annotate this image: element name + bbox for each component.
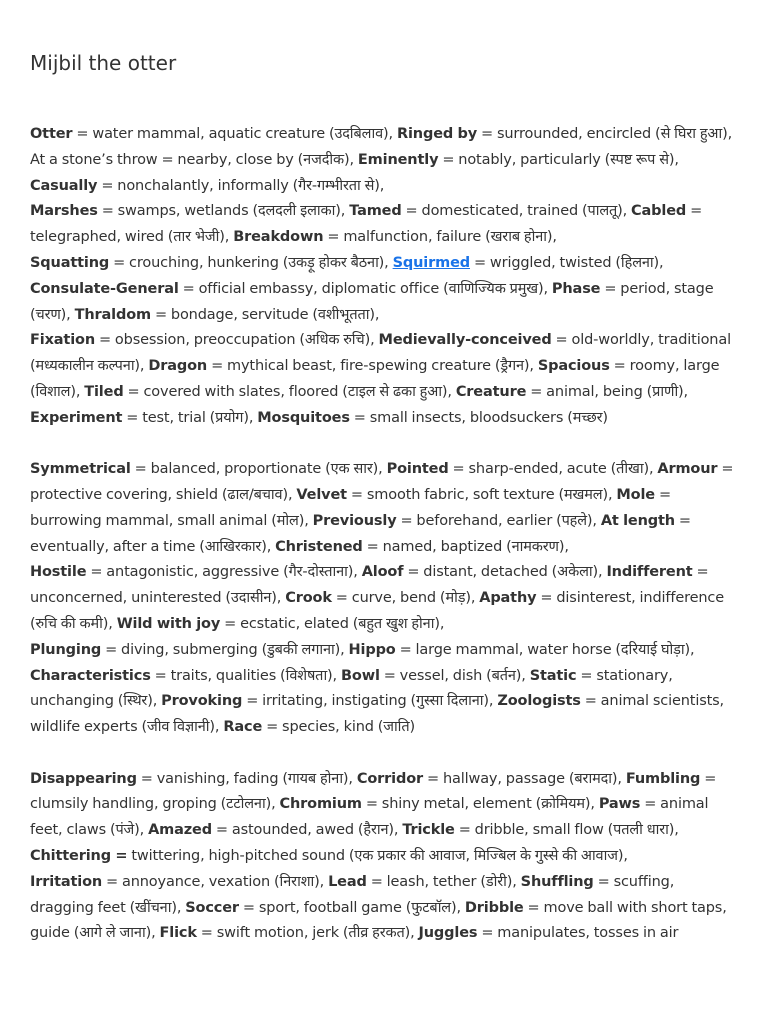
- glossary-definition: = bondage, servitude (वशीभूतता),: [150, 306, 380, 323]
- glossary-definition: = scuffing, dragging feet (खींचना),: [30, 873, 675, 916]
- glossary-definition: = species, kind (जाति): [262, 719, 415, 736]
- glossary-definition: = eventually, after a time (आखिरकार),: [30, 512, 691, 555]
- glossary-paragraph-2: [30, 457, 738, 741]
- glossary-term: Spacious: [537, 358, 610, 375]
- glossary-definition: = sharp-ended, acute (तीखा),: [448, 461, 658, 478]
- glossary-term: Plunging: [30, 641, 102, 658]
- glossary-term: Hostile: [30, 564, 87, 581]
- glossary-term: Breakdown: [233, 229, 324, 246]
- glossary-term: Zoologists: [497, 693, 581, 710]
- glossary-term: Indifferent: [606, 564, 693, 581]
- glossary-definition: = clumsily handling, groping (टटोलना),: [30, 770, 717, 813]
- glossary-term: Chittering =: [30, 847, 128, 864]
- glossary-term: Christened: [275, 538, 363, 555]
- glossary-term: Amazed: [148, 822, 212, 839]
- glossary-term: Medievally-conceived: [378, 332, 552, 349]
- glossary-term: Soccer: [185, 899, 239, 916]
- glossary-term: Consulate-General: [30, 280, 179, 297]
- glossary-term: Aloof: [361, 564, 404, 581]
- glossary-term: Dribble: [464, 899, 524, 916]
- glossary-definition: = malfunction, failure (खराब होना),: [323, 229, 557, 246]
- glossary-term: Squatting: [30, 254, 110, 271]
- glossary-term: Experiment: [30, 409, 123, 426]
- glossary-term-link[interactable]: Squirmed: [392, 254, 470, 271]
- glossary-definition: = manipulates, tosses in air: [477, 925, 679, 942]
- glossary-term: Creature: [455, 383, 527, 400]
- glossary-definition: = wriggled, twisted (हिलना),: [470, 254, 664, 271]
- glossary-definition: = named, baptized (नामकरण),: [362, 538, 569, 555]
- glossary-term: Flick: [159, 925, 197, 942]
- glossary-term: Chromium: [279, 796, 362, 813]
- glossary-definition: = test, trial (प्रयोग),: [122, 409, 258, 426]
- glossary-term: Cabled: [631, 203, 687, 220]
- glossary-term: Corridor: [356, 770, 424, 787]
- glossary-definition: = domesticated, trained (पालतू),: [401, 203, 632, 220]
- glossary-term: Juggles: [418, 925, 478, 942]
- glossary-term: Bowl: [340, 667, 380, 684]
- glossary-definition: twittering, high-pitched sound (एक प्रकार की आवाज, मिज्बिल के गुस्से की आवाज),: [127, 847, 628, 864]
- glossary-definition: = animal feet, claws (पंजे),: [30, 796, 709, 839]
- glossary-term: Apathy: [479, 590, 537, 607]
- glossary-definition: = water mammal, aquatic creature (उदबिलाव),: [72, 126, 397, 142]
- glossary-definition: = curve, bend (मोड़),: [331, 590, 480, 607]
- glossary-term: Wild with joy: [116, 615, 221, 632]
- glossary-term: Dragon: [148, 358, 208, 375]
- glossary-term: Fixation: [30, 332, 95, 349]
- glossary-term: Phase: [551, 280, 601, 297]
- glossary-term: Race: [223, 719, 263, 736]
- glossary-term: Characteristics: [30, 667, 151, 684]
- glossary-definition: = period, stage (चरण),: [30, 280, 714, 323]
- glossary-definition: = telegraphed, wired (तार भेजी),: [30, 203, 703, 246]
- glossary-definition: = antagonistic, aggressive (गैर-दोस्ताना),: [86, 564, 362, 581]
- glossary-definition: = stationary, unchanging (स्थिर),: [30, 667, 673, 710]
- glossary-definition: = old-worldly, traditional (मध्यकालीन कल्पना),: [30, 332, 731, 375]
- glossary-definition: = animal scientists, wildlife experts (जीव विज्ञानी),: [30, 693, 725, 736]
- glossary-definition: = leash, tether (डोरी),: [366, 873, 521, 890]
- glossary-definition: = protective covering, shield (ढाल/बचाव),: [30, 461, 734, 503]
- glossary-definition: = beforehand, earlier (पहले),: [396, 512, 601, 529]
- glossary-term: Casually: [30, 177, 98, 194]
- glossary-definition: = annoyance, vexation (निराशा),: [102, 873, 329, 890]
- glossary-term: Disappearing: [30, 770, 137, 787]
- glossary-term: Lead: [328, 873, 367, 890]
- glossary-term: Otter: [30, 126, 73, 142]
- glossary-definition: = surrounded, encircled (से घिरा हुआ), At a stone’s throw = nearby, close by (नजदीक),: [30, 126, 733, 168]
- glossary-term: Ringed by: [396, 126, 478, 142]
- glossary-term: At length: [600, 512, 675, 529]
- glossary-definition: = official embassy, diplomatic office (वाणिज्यिक प्रमुख),: [178, 280, 552, 297]
- glossary-definition: = covered with slates, floored (टाइल से ढका हुआ),: [123, 383, 456, 400]
- glossary-definition: = balanced, proportionate (एक सार),: [130, 461, 387, 478]
- glossary-term: Symmetrical: [30, 461, 131, 478]
- glossary-term: Pointed: [386, 461, 449, 478]
- glossary-definition: = animal, being (प्राणी),: [526, 383, 689, 400]
- glossary-term: Hippo: [348, 641, 396, 658]
- glossary-definition: = small insects, bloodsuckers (मच्छर): [349, 409, 608, 426]
- glossary-term: Shuffling: [520, 873, 594, 890]
- glossary-definition: = ecstatic, elated (बहुत खुश होना),: [220, 615, 445, 632]
- glossary-term: Irritation: [30, 873, 103, 890]
- glossary-definition: = move ball with short taps, guide (आगे ले जाना),: [30, 899, 727, 942]
- glossary-definition: = swamps, wetlands (दलदली इलाका),: [97, 203, 350, 220]
- glossary-definition: = large mammal, water horse (दरियाई घोड़ा),: [395, 641, 695, 658]
- glossary-definition: = notably, particularly (स्पष्ट रूप से),: [438, 151, 679, 168]
- glossary-definition: = burrowing mammal, small animal (मोल),: [30, 486, 671, 529]
- glossary-term: Tamed: [349, 203, 402, 220]
- glossary-definition: = obsession, preoccupation (अधिक रुचि),: [95, 332, 379, 349]
- glossary-term: Paws: [598, 796, 641, 813]
- glossary-definition: = traits, qualities (विशेषता),: [150, 667, 341, 684]
- glossary-definition: = swift motion, jerk (तीव्र हरकत),: [196, 925, 419, 942]
- glossary-term: Mosquitoes: [257, 409, 350, 426]
- glossary-term: Fumbling: [625, 770, 701, 787]
- glossary-definition: = sport, football game (फुटबॉल),: [238, 899, 465, 916]
- glossary-definition: = hallway, passage (बरामदा),: [423, 770, 626, 787]
- page-title: Mijbil the otter: [30, 51, 177, 75]
- glossary-term: Marshes: [30, 203, 98, 220]
- glossary-term: Static: [529, 667, 577, 684]
- glossary-definition: = dribble, small flow (पतली धारा),: [454, 822, 679, 839]
- glossary-term: Provoking: [161, 693, 243, 710]
- glossary-term: Velvet: [296, 486, 347, 503]
- glossary-definition: = shiny metal, element (क्रोमियम),: [361, 796, 599, 813]
- glossary-term: Eminently: [357, 151, 439, 168]
- glossary-definition: = nonchalantly, informally (गैर-गम्भीरता से),: [97, 177, 385, 194]
- glossary-paragraph-3: [30, 767, 738, 948]
- glossary-definition: = distant, detached (अकेला),: [403, 564, 607, 581]
- glossary-definition: = disinterest, indifference (रुचि की कमी),: [30, 590, 724, 632]
- glossary-definition: = vanishing, fading (गायब होना),: [136, 770, 357, 787]
- glossary-term: Previously: [312, 512, 397, 529]
- glossary-definition: = astounded, awed (हैरान),: [211, 822, 403, 839]
- glossary-definition: = unconcerned, uninterested (उदासीन),: [30, 564, 709, 607]
- glossary-definition: = vessel, dish (बर्तन),: [379, 667, 530, 684]
- glossary-definition: = crouching, hunkering (उकड़ू होकर बैठना),: [109, 254, 393, 271]
- glossary-term: Tiled: [84, 383, 124, 400]
- glossary-term: Crook: [285, 590, 332, 607]
- glossary-term: Armour: [657, 461, 718, 478]
- glossary-paragraph-1: [30, 122, 738, 432]
- glossary-definition: = irritating, instigating (गुस्सा दिलाना),: [242, 693, 498, 710]
- glossary-definition: = roomy, large (विशाल),: [30, 358, 720, 400]
- glossary-term: Thraldom: [74, 306, 151, 323]
- glossary-definition: = diving, submerging (डुबकी लगाना),: [101, 641, 349, 658]
- glossary-definition: = smooth fabric, soft texture (मखमल),: [346, 486, 617, 503]
- glossary-definition: = mythical beast, fire-spewing creature (ड्रैगन),: [207, 358, 538, 375]
- glossary-term: Trickle: [402, 822, 455, 839]
- glossary-term: Mole: [616, 486, 655, 503]
